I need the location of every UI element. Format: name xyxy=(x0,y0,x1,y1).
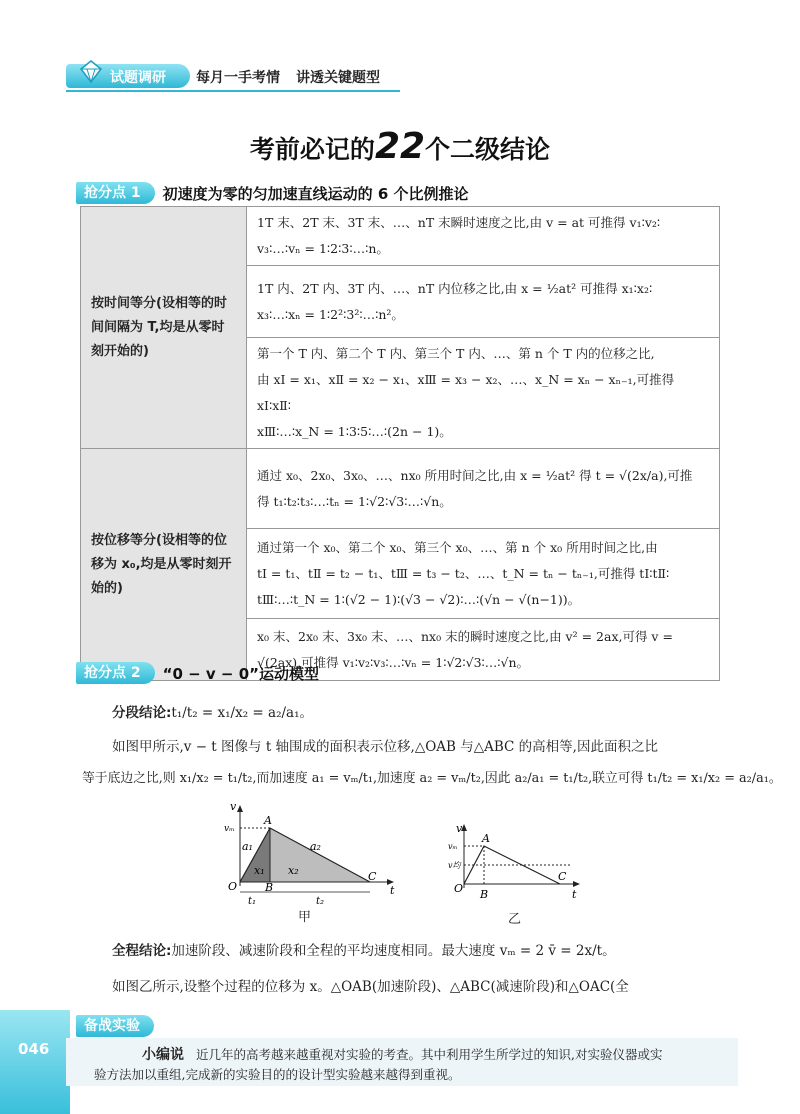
section1-heading xyxy=(76,180,469,206)
row5-line1: 通过第一个 x₀、第二个 x₀、第三个 x₀、…、第 n 个 x₀ 所用时间之比,由 xyxy=(257,539,658,555)
title-prefix: 考前必记的 xyxy=(249,135,375,164)
row4-line1: 通过 x₀、2x₀、3x₀、…、nx₀ 所用时间之比,由 x = ½at² 得 t = √(2x/a),可推 xyxy=(257,467,693,483)
footer-text-line1: 近几年的高考越来越重视对实验的考查。其中利用学生所学过的知识,对实验仪器或实 xyxy=(196,1047,663,1062)
figure-a-caption: 甲 xyxy=(298,910,312,925)
label-t: t xyxy=(572,888,577,901)
full-text: 加速阶段、减速阶段和全程的平均速度相同。最大速度 vₘ = 2 v̄ = 2x/t。 xyxy=(171,943,616,959)
row3-line1: 第一个 T 内、第二个 T 内、第三个 T 内、…、第 n 个 T 内的位移之比, xyxy=(257,346,655,361)
footer-note xyxy=(66,1038,738,1086)
section2-label: 抢分点 2 xyxy=(76,662,155,684)
row5-line2: tⅠ = t₁、tⅡ = t₂ − t₁、tⅢ = t₃ − t₂、…、t_N = tₙ − tₙ₋₁,可推得 tⅠ∶tⅡ∶ xyxy=(257,565,670,581)
row3-line3: xⅢ∶…∶x_N = 1∶3∶5∶…∶(2n − 1)。 xyxy=(257,424,452,439)
table-cell xyxy=(247,266,720,338)
table-cell xyxy=(247,338,720,449)
label-C: C xyxy=(368,870,377,883)
page-title xyxy=(0,126,800,167)
label-t: t xyxy=(390,884,395,897)
header-badge-text: 试题调研 xyxy=(110,70,166,86)
label-x1: x₁ xyxy=(254,864,265,877)
full-lead: 全程结论: xyxy=(112,943,172,959)
diamond-icon xyxy=(78,58,104,84)
label-v: v xyxy=(456,822,463,835)
label-O: O xyxy=(228,880,238,893)
table-cell xyxy=(247,529,720,619)
row6-line2: √(2ax),可推得 v₁∶v₂∶v₃∶…∶vₙ = 1∶√2∶√3∶…∶√n。 xyxy=(257,654,530,670)
label-vm: vₘ xyxy=(224,824,235,834)
label-v: v xyxy=(230,804,237,813)
row1-line1: 1T 末、2T 末、3T 末、…、nT 末瞬时速度之比,由 v = at 可推得 v₁∶v₂∶ xyxy=(257,215,661,230)
figure-b xyxy=(448,822,588,910)
row2-line1: 1T 内、2T 内、3T 内、…、nT 内位移之比,由 x = ½at² 可推得 x₁∶x₂∶ xyxy=(257,280,653,296)
header-tagline xyxy=(196,67,380,87)
label-A: A xyxy=(482,832,490,845)
section1-label: 抢分点 1 xyxy=(76,182,155,204)
label-O: O xyxy=(454,882,464,895)
group1-label: 按时间等分(设相等的时间间隔为 T,均是从零时刻开始的) xyxy=(81,207,247,449)
label-a2: a₂ xyxy=(310,840,321,853)
footer-label: 备战实验 xyxy=(76,1015,154,1037)
label-t2: t₂ xyxy=(316,896,325,907)
label-C: C xyxy=(558,870,567,883)
paragraph-1-line2: 等于底边之比,则 x₁/x₂ = t₁/t₂,而加速度 a₁ = vₘ/t₁,加速度 a₂ = vₘ/t₂,因此 a₂/a₁ = t₁/t₂,联立可得 t₁/t₂ = x₁/x₂ = a₂/a₁。 xyxy=(82,771,782,786)
segment-lead: 分段结论: xyxy=(112,705,172,721)
section2-heading xyxy=(76,660,319,686)
full-conclusion xyxy=(112,940,616,962)
row2-line2: x₃∶…∶xₙ = 1∶2²∶3²∶…∶n²。 xyxy=(257,306,404,322)
row4-line2: 得 t₁∶t₂∶t₃∶…∶tₙ = 1∶√2∶√3∶…∶√n。 xyxy=(257,493,452,509)
row1-line2: v₃∶…∶vₙ = 1∶2∶3∶…∶n。 xyxy=(257,241,389,256)
footer-lead: 小编说 xyxy=(142,1047,184,1063)
header-rule xyxy=(66,90,400,92)
label-vm: vₘ xyxy=(448,842,458,851)
page-number: 046 xyxy=(18,1040,50,1058)
label-vavg: v均 xyxy=(448,861,461,870)
paragraph-1-line1: 如图甲所示,v − t 图像与 t 轴围成的面积表示位移,△OAB 与△ABC 的高相等,因此面积之比 xyxy=(112,739,658,755)
label-t1: t₁ xyxy=(248,896,257,907)
header-tagline-1: 每月一手考情 xyxy=(196,70,280,86)
segment-conclusion xyxy=(112,702,313,724)
page-sidebar xyxy=(0,1010,70,1114)
group2-label: 按位移等分(设相等的位移为 x₀,均是从零时刻开始的) xyxy=(81,449,247,681)
segment-formula: t₁/t₂ = x₁/x₂ = a₂/a₁。 xyxy=(171,705,313,721)
figure-a xyxy=(218,804,398,910)
v-axis-arrow xyxy=(237,805,243,812)
header-tagline-2: 讲透关键题型 xyxy=(296,70,380,86)
footer-text-line2: 验方法加以重组,完成新的实验目的的设计型实验越来越得到重视。 xyxy=(94,1067,461,1082)
table-cell xyxy=(247,449,720,529)
row5-line3: tⅢ∶…∶t_N = 1∶(√2 − 1)∶(√3 − √2)∶…∶(√n − √(n−1))。 xyxy=(257,591,581,607)
row3-line2: 由 xⅠ = x₁、xⅡ = x₂ − x₁、xⅢ = x₃ − x₂、…、x_N = xₙ − xₙ₋₁,可推得 xⅠ∶xⅡ∶ xyxy=(257,372,675,413)
label-B: B xyxy=(480,888,489,901)
header-bar xyxy=(66,64,400,94)
t-axis-arrow xyxy=(573,881,580,887)
table-row xyxy=(81,207,720,266)
label-A: A xyxy=(264,814,272,827)
section2-title: “0 − v − 0”运动模型 xyxy=(162,664,320,683)
title-number: 22 xyxy=(374,126,426,167)
row6-line1: x₀ 末、2x₀ 末、3x₀ 末、…、nx₀ 末的瞬时速度之比,由 v² = 2ax,可得 v = xyxy=(257,628,673,644)
section1-title: 初速度为零的匀加速直线运动的 6 个比例推论 xyxy=(162,184,469,203)
title-suffix: 个二级结论 xyxy=(425,135,551,164)
footer-heading xyxy=(76,1014,154,1038)
label-x2: x₂ xyxy=(288,864,299,877)
paragraph-2: 如图乙所示,设整个过程的位移为 x。△OAB(加速阶段)、△ABC(减速阶段)和△OAC(全 xyxy=(112,979,629,995)
label-a1: a₁ xyxy=(242,840,253,853)
figure-b-caption: 乙 xyxy=(508,912,522,927)
table-cell xyxy=(247,207,720,266)
table-row xyxy=(81,449,720,529)
label-B: B xyxy=(265,881,274,894)
ratio-table xyxy=(80,206,720,681)
